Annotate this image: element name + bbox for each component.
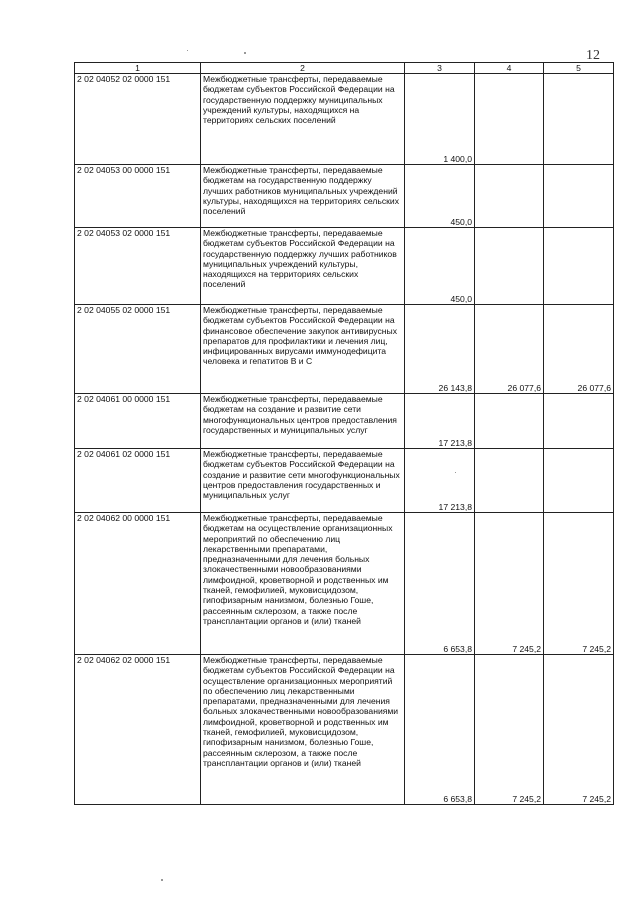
amount-col4-cell xyxy=(475,394,544,449)
amount-col4-cell: 26 077,6 xyxy=(475,305,544,394)
amount-col5-cell xyxy=(544,449,614,513)
amount-col5-cell: 7 245,2 xyxy=(544,513,614,655)
amount-col5-cell xyxy=(544,74,614,165)
description-cell: Межбюджетные трансферты, передаваемые бюджетам на осуществление организационных мероприятий по обеспечению лиц лекарственными препаратами, предназначенными для лечения больных злокачественными новообразованиями лимфоидной, кроветворной и родственных им тканей, гемофилией, муковисцидозом, гипофизарным нанизмом, болезнью Гоше, рассеянным склерозом, а также после трансплантации органов и (или) тканей xyxy=(201,513,405,655)
budget-code-cell: 2 02 04053 02 0000 151 xyxy=(75,228,201,305)
table-row xyxy=(75,165,614,228)
budget-code-cell: 2 02 04061 00 0000 151 xyxy=(75,394,201,449)
table-row xyxy=(75,449,614,513)
budget-code-cell: 2 02 04053 00 0000 151 xyxy=(75,165,201,228)
scan-speck xyxy=(455,472,456,473)
budget-table xyxy=(74,62,614,805)
amount-col3-cell: 1 400,0 xyxy=(405,74,475,165)
amount-col3-cell: 450,0 xyxy=(405,228,475,305)
table-row xyxy=(75,394,614,449)
column-header-3: 3 xyxy=(405,63,475,74)
description-cell: Межбюджетные трансферты, передаваемые бюджетам субъектов Российской Федерации на государственную поддержку лучших работников муниципальных учреждений культуры, находящихся на территориях сельских поселений xyxy=(201,228,405,305)
description-cell: Межбюджетные трансферты, передаваемые бюджетам субъектов Российской Федерации на государственную поддержку муниципальных учреждений культуры, находящихся на территориях сельских поселений xyxy=(201,74,405,165)
budget-code-cell: 2 02 04062 00 0000 151 xyxy=(75,513,201,655)
budget-code-cell: 2 02 04061 02 0000 151 xyxy=(75,449,201,513)
amount-col3-cell: 17 213,8 xyxy=(405,394,475,449)
amount-col4-cell: 7 245,2 xyxy=(475,655,544,805)
budget-code-cell: 2 02 04062 02 0000 151 xyxy=(75,655,201,805)
column-header-1: 1 xyxy=(75,63,201,74)
column-header-2: 2 xyxy=(201,63,405,74)
description-cell: Межбюджетные трансферты, передаваемые бюджетам субъектов Российской Федерации на создание и развитие сети многофункциональных центров предоставления государственных и муниципальных услуг xyxy=(201,449,405,513)
amount-col3-cell: 6 653,8 xyxy=(405,655,475,805)
scan-speck xyxy=(187,50,188,51)
amount-col4-cell xyxy=(475,449,544,513)
budget-code-cell: 2 02 04055 02 0000 151 xyxy=(75,305,201,394)
amount-col3-cell: 17 213,8 xyxy=(405,449,475,513)
table-row xyxy=(75,74,614,165)
amount-col5-cell xyxy=(544,165,614,228)
amount-col3-cell: 450,0 xyxy=(405,165,475,228)
amount-col5-cell xyxy=(544,394,614,449)
description-cell: Межбюджетные трансферты, передаваемые бюджетам на государственную поддержку лучших работников муниципальных учреждений культуры, находящихся на территориях сельских поселений xyxy=(201,165,405,228)
amount-col5-cell: 7 245,2 xyxy=(544,655,614,805)
budget-code-cell: 2 02 04052 02 0000 151 xyxy=(75,74,201,165)
table-row xyxy=(75,655,614,805)
description-cell: Межбюджетные трансферты, передаваемые бюджетам субъектов Российской Федерации на финансовое обеспечение закупок антивирусных препаратов для профилактики и лечения лиц, инфицированных вирусами иммунодефицита человека и гепатитов В и С xyxy=(201,305,405,394)
scan-speck xyxy=(161,879,163,881)
amount-col5-cell: 26 077,6 xyxy=(544,305,614,394)
amount-col4-cell xyxy=(475,228,544,305)
amount-col4-cell xyxy=(475,165,544,228)
table-row xyxy=(75,228,614,305)
amount-col3-cell: 26 143,8 xyxy=(405,305,475,394)
column-header-5: 5 xyxy=(544,63,614,74)
amount-col5-cell xyxy=(544,228,614,305)
table-row xyxy=(75,305,614,394)
page-number: 12 xyxy=(586,48,600,63)
table-header-row xyxy=(75,63,614,74)
table-row xyxy=(75,513,614,655)
description-cell: Межбюджетные трансферты, передаваемые бюджетам на создание и развитие сети многофункциональных центров предоставления государственных и муниципальных услуг xyxy=(201,394,405,449)
description-cell: Межбюджетные трансферты, передаваемые бюджетам субъектов Российской Федерации на осуществление организационных мероприятий по обеспечению лиц лекарственными препаратами, предназначенными для лечения больных злокачественными новообразованиями лимфоидной, кроветворной и родственных им тканей, гемофилией, муковисцидозом, гипофизарным нанизмом, болезнью Гоше, рассеянным склерозом, а также после трансплантации органов и (или) тканей xyxy=(201,655,405,805)
scan-speck xyxy=(244,52,246,54)
amount-col4-cell: 7 245,2 xyxy=(475,513,544,655)
column-header-4: 4 xyxy=(475,63,544,74)
amount-col3-cell: 6 653,8 xyxy=(405,513,475,655)
amount-col4-cell xyxy=(475,74,544,165)
